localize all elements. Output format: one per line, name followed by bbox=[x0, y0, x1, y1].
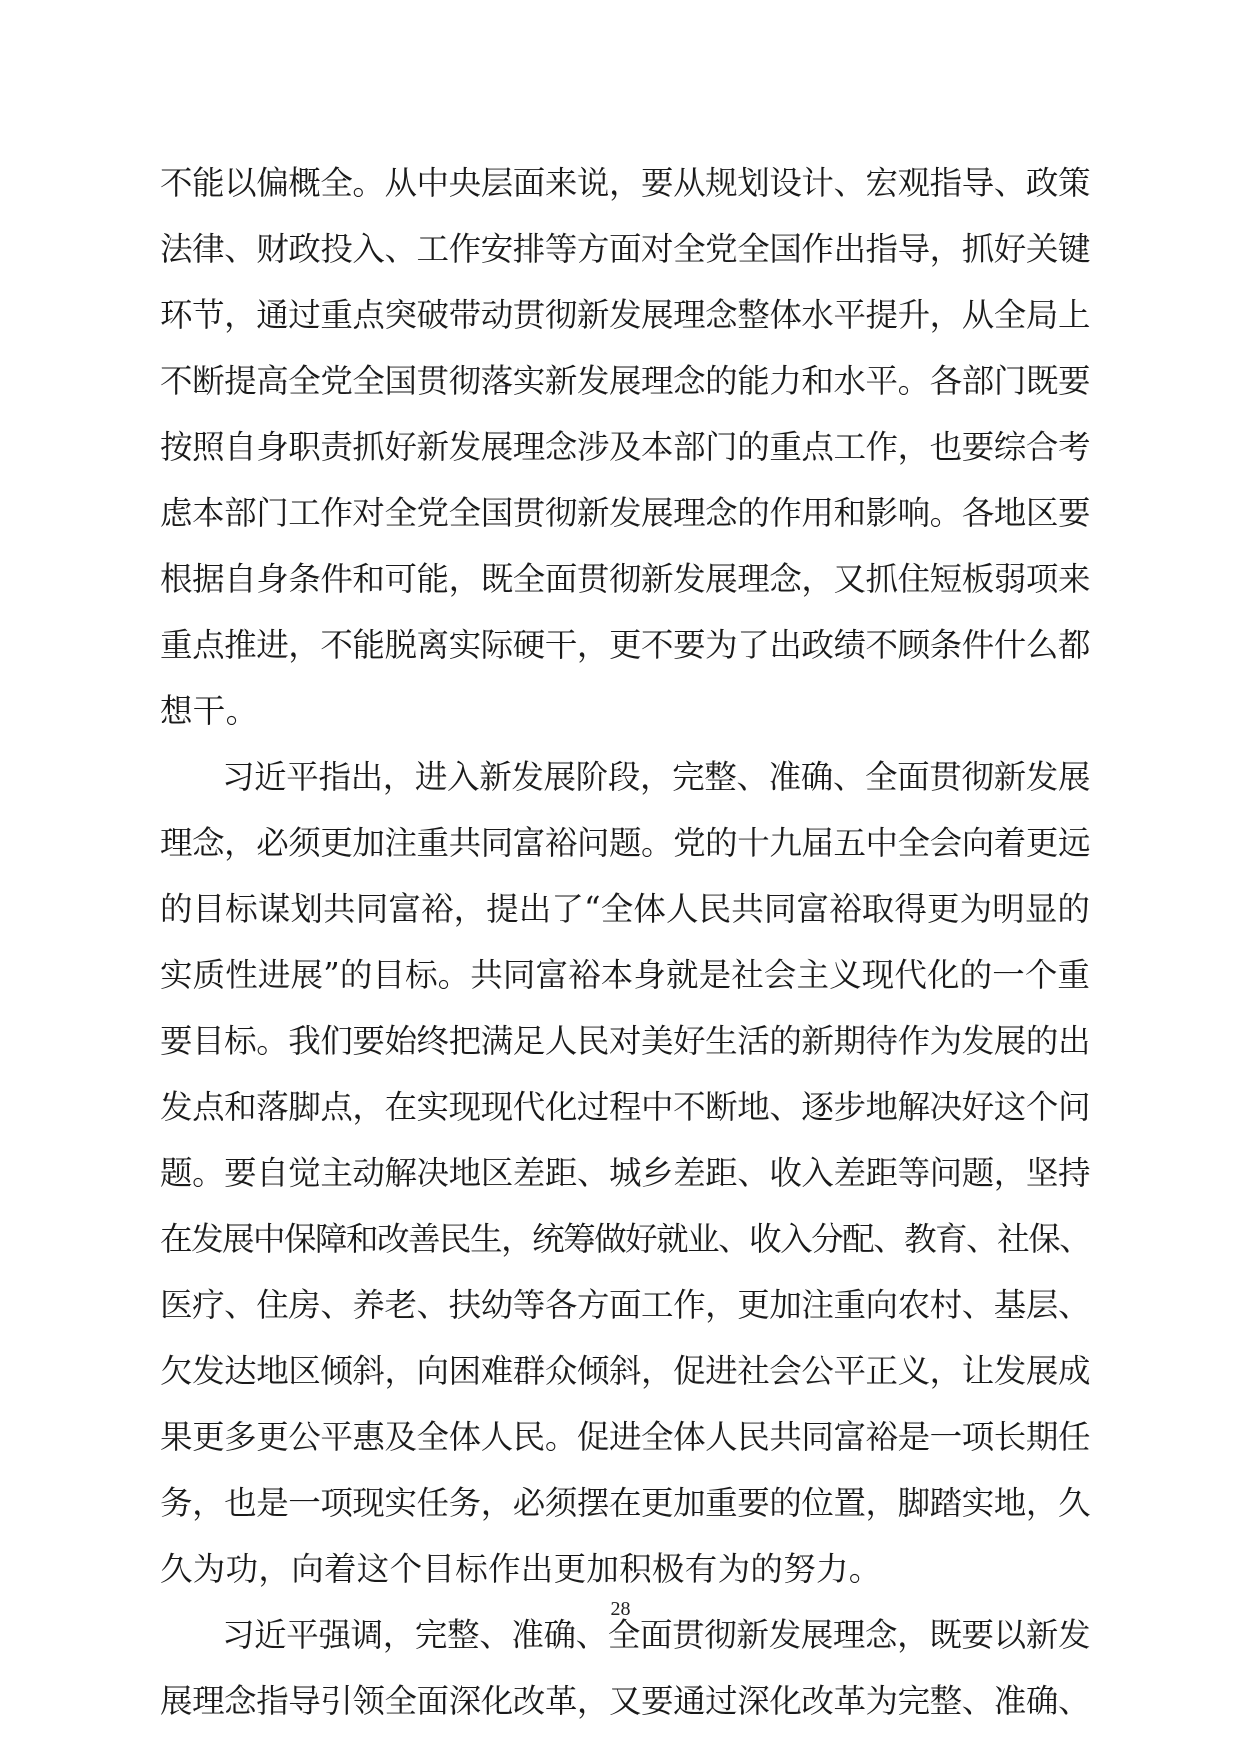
text-line: 虑本部门工作对全党全国贯彻新发展理念的作用和影响。各地区要 bbox=[160, 494, 1090, 532]
text-line: 想干。 bbox=[160, 692, 259, 730]
text-line: 不能以偏概全。从中央层面来说，要从规划设计、宏观指导、政策 bbox=[160, 164, 1090, 202]
text-line: 欠发达地区倾斜，向困难群众倾斜，促进社会公平正义，让发展成 bbox=[160, 1352, 1090, 1390]
text-line: 重点推进，不能脱离实际硬干，更不要为了出政绩不顾条件什么都 bbox=[160, 626, 1090, 664]
text-line: 的目标谋划共同富裕，提出了“全体人民共同富裕取得更为明显的 bbox=[160, 890, 1090, 928]
text-line: 根据自身条件和可能，既全面贯彻新发展理念，又抓住短板弱项来 bbox=[160, 560, 1090, 598]
text-line: 实质性进展”的目标。共同富裕本身就是社会主义现代化的一个重 bbox=[160, 956, 1090, 994]
text-line: 展理念指导引领全面深化改革，又要通过深化改革为完整、准确、 bbox=[160, 1682, 1090, 1720]
paragraph-first-line: 习近平指出，进入新发展阶段，完整、准确、全面贯彻新发展 bbox=[222, 758, 1090, 796]
text-line: 医疗、住房、养老、扶幼等各方面工作，更加注重向农村、基层、 bbox=[160, 1286, 1090, 1324]
text-line: 题。要自觉主动解决地区差距、城乡差距、收入差距等问题，坚持 bbox=[160, 1154, 1090, 1192]
text-line: 在发展中保障和改善民生，统筹做好就业、收入分配、教育、社保、 bbox=[160, 1220, 1090, 1258]
page-number: 28 bbox=[610, 1598, 631, 1620]
text-line: 要目标。我们要始终把满足人民对美好生活的新期待作为发展的出 bbox=[160, 1022, 1090, 1060]
text-line: 环节，通过重点突破带动贯彻新发展理念整体水平提升，从全局上 bbox=[160, 296, 1090, 334]
text-line: 务，也是一项现实任务，必须摆在更加重要的位置，脚踏实地，久 bbox=[160, 1484, 1090, 1522]
text-line: 久为功，向着这个目标作出更加积极有为的努力。 bbox=[160, 1550, 882, 1588]
text-line: 理念，必须更加注重共同富裕问题。党的十九届五中全会向着更远 bbox=[160, 824, 1090, 862]
paragraph-first-line: 习近平强调，完整、准确、全面贯彻新发展理念，既要以新发 bbox=[222, 1616, 1090, 1654]
text-line: 法律、财政投入、工作安排等方面对全党全国作出指导，抓好关键 bbox=[160, 230, 1090, 268]
text-line: 发点和落脚点，在实现现代化过程中不断地、逐步地解决好这个问 bbox=[160, 1088, 1090, 1126]
text-line: 按照自身职责抓好新发展理念涉及本部门的重点工作，也要综合考 bbox=[160, 428, 1090, 466]
text-line: 不断提高全党全国贯彻落实新发展理念的能力和水平。各部门既要 bbox=[160, 362, 1090, 400]
body-text bbox=[160, 150, 1090, 1734]
text-line: 果更多更公平惠及全体人民。促进全体人民共同富裕是一项长期任 bbox=[160, 1418, 1090, 1456]
